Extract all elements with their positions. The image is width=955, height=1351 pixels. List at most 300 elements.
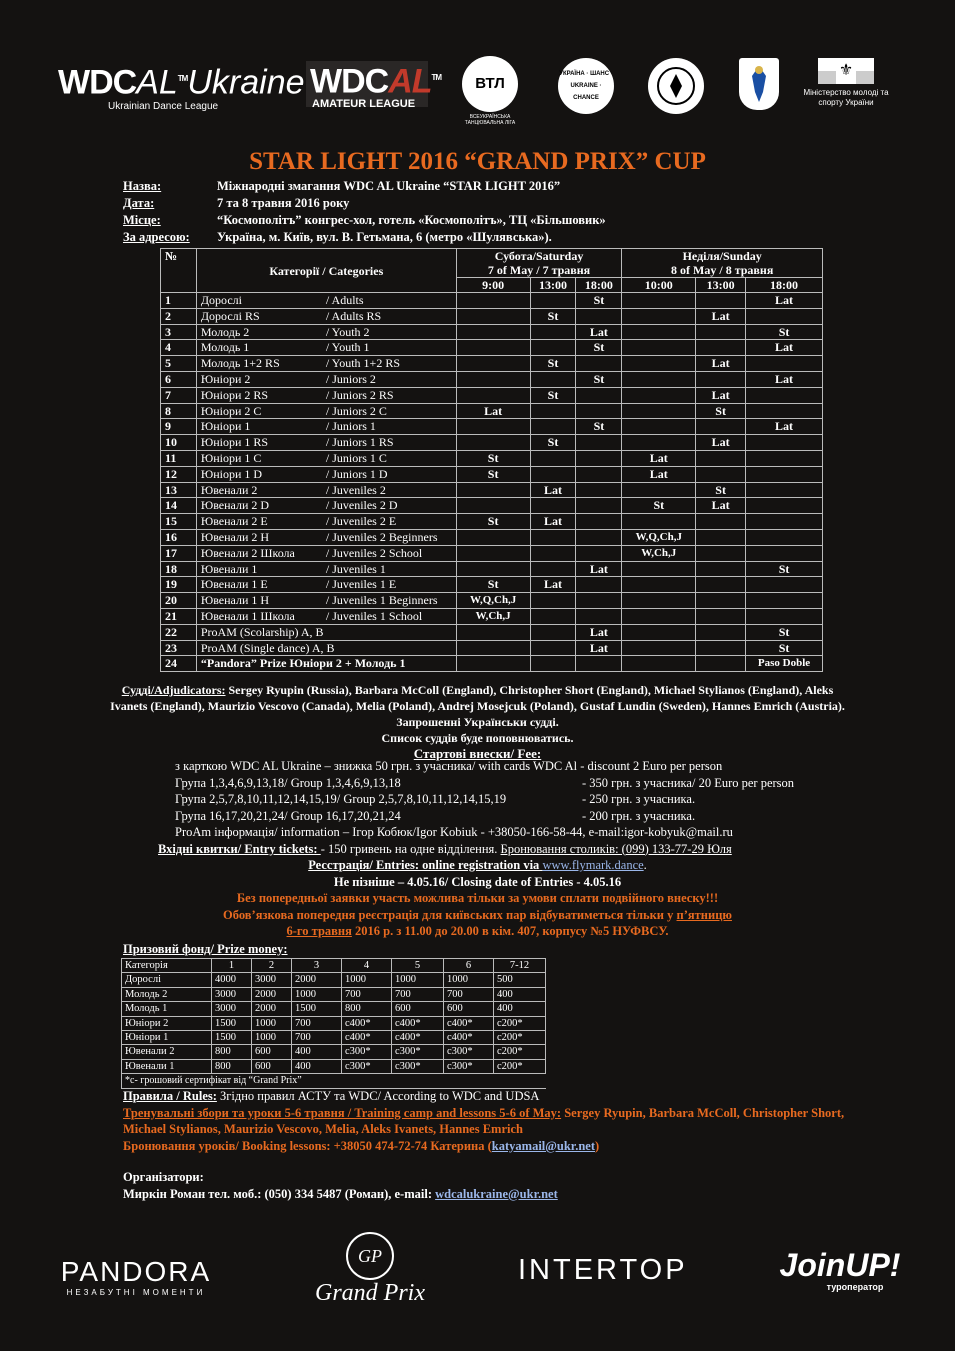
slot-cell: Lat [746, 419, 823, 435]
slot-cell: W,Q,Ch,J [456, 593, 530, 609]
slot-cell [576, 482, 622, 498]
slot-cell: Lat [530, 514, 576, 530]
prize-cell: 400 [494, 1002, 546, 1016]
slot-cell [456, 640, 530, 656]
fees-title: Стартові внески/ Fee: [413, 746, 542, 761]
prize-cell: 500 [494, 973, 546, 987]
row-number: 19 [161, 577, 197, 593]
row-category: Ювенали 2 / Juveniles 2 [196, 482, 456, 498]
slot-cell: St [746, 624, 823, 640]
slot-cell [456, 324, 530, 340]
slot-cell [530, 340, 576, 356]
slot-cell: Lat [530, 577, 576, 593]
row-category: Молодь 1 / Youth 1 [196, 340, 456, 356]
slot-cell [456, 498, 530, 514]
schedule-row [161, 387, 823, 403]
slot-cell [576, 356, 622, 372]
prize-cell: 2000 [292, 973, 342, 987]
slot-cell [746, 387, 823, 403]
schedule-row [161, 419, 823, 435]
slot-cell [530, 450, 576, 466]
slot-cell [530, 419, 576, 435]
saturday-header: Субота/Saturday 7 of May / 7 травня [456, 249, 622, 278]
slot-cell [696, 514, 746, 530]
prize-cell: Ювенали 1 [122, 1059, 212, 1073]
slot-cell [576, 466, 622, 482]
slot-cell [696, 371, 746, 387]
time-header: 13:00 [696, 278, 746, 293]
row-number: 23 [161, 640, 197, 656]
grand-prix-logo: GP Grand Prix [300, 1232, 440, 1307]
prize-cell: 700 [342, 987, 392, 1001]
slot-cell [576, 545, 622, 561]
prize-cell: Ювенали 2 [122, 1045, 212, 1059]
slot-cell: St [530, 435, 576, 451]
slot-cell [530, 640, 576, 656]
schedule-row [161, 435, 823, 451]
prize-cell: 2000 [252, 987, 292, 1001]
slot-cell [622, 656, 696, 672]
prize-cell: c400* [342, 1016, 392, 1030]
slot-cell: St [576, 371, 622, 387]
row-number: 15 [161, 514, 197, 530]
slot-cell [530, 656, 576, 672]
prize-cell: 3000 [252, 973, 292, 987]
slot-cell: W,Ch,J [456, 608, 530, 624]
prize-cell: c200* [494, 1031, 546, 1045]
prize-cell: 600 [252, 1059, 292, 1073]
slot-cell [576, 387, 622, 403]
slot-cell: St [576, 340, 622, 356]
slot-cell [746, 403, 823, 419]
prize-cell: 400 [292, 1059, 342, 1073]
slot-cell [622, 371, 696, 387]
time-header: 18:00 [576, 278, 622, 293]
row-number: 16 [161, 529, 197, 545]
prize-cell: 2 [252, 959, 292, 973]
slot-cell [530, 624, 576, 640]
schedule-row [161, 466, 823, 482]
slot-cell [696, 293, 746, 309]
prize-note: *c- грошовий сертифікат від “Grand Prix” [122, 1074, 546, 1088]
slot-cell: Lat [696, 308, 746, 324]
time-header: 9:00 [456, 278, 530, 293]
slot-cell [622, 324, 696, 340]
row-category: Ювенали 2 D / Juveniles 2 D [196, 498, 456, 514]
slot-cell: W,Ch,J [622, 545, 696, 561]
organizer-email-link[interactable]: wdcalukraine@ukr.net [435, 1186, 558, 1201]
slot-cell [456, 340, 530, 356]
slot-cell [576, 308, 622, 324]
prize-cell: 700 [392, 987, 444, 1001]
row-number: 8 [161, 403, 197, 419]
slot-cell [576, 498, 622, 514]
slot-cell [696, 545, 746, 561]
ministry-logo: ⚜ Міністерство молоді та спорту України [800, 58, 892, 108]
slot-cell [746, 608, 823, 624]
slot-cell [696, 561, 746, 577]
prize-cell: 800 [342, 1002, 392, 1016]
slot-cell [746, 450, 823, 466]
slot-cell [622, 387, 696, 403]
prize-cell: c300* [444, 1045, 494, 1059]
slot-cell [456, 419, 530, 435]
prize-cell: 3 [292, 959, 342, 973]
prize-cell: 1000 [252, 1016, 292, 1030]
slot-cell [576, 514, 622, 530]
schedule-row [161, 403, 823, 419]
schedule-row [161, 577, 823, 593]
slot-cell [622, 608, 696, 624]
slot-cell: Lat [696, 356, 746, 372]
prize-cell: Молодь 2 [122, 987, 212, 1001]
slot-cell [530, 529, 576, 545]
slot-cell [746, 308, 823, 324]
slot-cell: St [456, 466, 530, 482]
slot-cell: St [530, 356, 576, 372]
row-category: Ювенали 1 E / Juveniles 1 E [196, 577, 456, 593]
slot-cell [746, 593, 823, 609]
prize-cell: 800 [212, 1059, 252, 1073]
slot-cell [530, 561, 576, 577]
slot-cell [576, 435, 622, 451]
schedule-row [161, 450, 823, 466]
slot-cell [576, 608, 622, 624]
prize-cell: 700 [292, 1031, 342, 1045]
slot-cell [696, 656, 746, 672]
prize-row [122, 1045, 546, 1059]
schedule-row [161, 324, 823, 340]
row-number: 4 [161, 340, 197, 356]
page-title: STAR LIGHT 2016 “GRAND PRIX” CUP [249, 148, 706, 175]
slot-cell: St [576, 419, 622, 435]
prize-cell: 7-12 [494, 959, 546, 973]
slot-cell: St [530, 308, 576, 324]
slot-cell [746, 482, 823, 498]
slot-cell: Lat [622, 466, 696, 482]
slot-cell: Lat [576, 640, 622, 656]
slot-cell [746, 356, 823, 372]
row-category: Ювенали 1 / Juveniles 1 [196, 561, 456, 577]
prize-cell: 600 [252, 1045, 292, 1059]
slot-cell: St [746, 561, 823, 577]
prize-cell: c200* [494, 1059, 546, 1073]
slot-cell [696, 640, 746, 656]
slot-cell [696, 608, 746, 624]
prize-cell: 1 [212, 959, 252, 973]
prize-cell: c300* [342, 1045, 392, 1059]
prize-row [122, 987, 546, 1001]
row-category: ProAM (Scolarship) A, B [196, 624, 456, 640]
row-number: 7 [161, 387, 197, 403]
row-number: 5 [161, 356, 197, 372]
row-category: Молодь 2 / Youth 2 [196, 324, 456, 340]
prize-cell: c400* [444, 1016, 494, 1030]
slot-cell [696, 577, 746, 593]
vtl-caption: ВСЕУКРАЇНСЬКА ТАНЦЮВАЛЬНА ЛІГА [464, 114, 516, 126]
grand-prix-emblem-icon: GP [346, 1232, 394, 1280]
row-category: Юніори 2 C / Juniors 2 C [196, 403, 456, 419]
slot-cell [696, 624, 746, 640]
vtl-logo: ВТЛ [462, 56, 518, 112]
slot-cell [530, 293, 576, 309]
prize-row [122, 1059, 546, 1073]
slot-cell [530, 608, 576, 624]
prize-cell: c200* [494, 1045, 546, 1059]
slot-cell: St [622, 498, 696, 514]
schedule-row [161, 561, 823, 577]
slot-cell [456, 482, 530, 498]
prize-cell: 1000 [392, 973, 444, 987]
row-category: Юніори 1 / Juniors 1 [196, 419, 456, 435]
slot-cell [622, 624, 696, 640]
pandora-logo: PANDORA НЕЗАБУТНІ МОМЕНТИ [60, 1256, 212, 1297]
slot-cell [696, 529, 746, 545]
slot-cell [622, 514, 696, 530]
prize-cell: c400* [342, 1031, 392, 1045]
row-category: Ювенали 2 E / Juveniles 2 E [196, 514, 456, 530]
prize-cell: 800 [212, 1045, 252, 1059]
prize-cell: 700 [292, 1016, 342, 1030]
prize-cell: 1500 [292, 1002, 342, 1016]
prize-cell: 1000 [444, 973, 494, 987]
prize-cell: 5 [392, 959, 444, 973]
prize-cell: 4000 [212, 973, 252, 987]
prize-cell: c300* [392, 1059, 444, 1073]
slot-cell [696, 340, 746, 356]
prize-cell: 3000 [212, 1002, 252, 1016]
prize-cell: Молодь 1 [122, 1002, 212, 1016]
slot-cell [696, 324, 746, 340]
slot-cell: Lat [746, 371, 823, 387]
row-number: 21 [161, 608, 197, 624]
schedule-row [161, 656, 823, 672]
schedule-row [161, 293, 823, 309]
slot-cell [456, 624, 530, 640]
slot-cell: Lat [576, 324, 622, 340]
slot-cell [576, 403, 622, 419]
schedule-row [161, 640, 823, 656]
slot-cell [530, 371, 576, 387]
fees-section: з карткою WDC AL Ukraine – знижка 50 грн. з учасника/ with cards WDC Al - discount 2 Euro per person Група 1,3,4,6,9,13,18/ Group 1,3,4,6,9,13,18 - 350 грн. з учасника/ 20 Euro per person Група 2,5,7,8,10,11,12,14,15,19/ Group 2,5,7,8,10,11,12,14,15,19 - 250 грн. з учасника. Група 16,17,20,21,24/ Group 16,17,20,21,24 - 200 грн. з учасника. ProAm інформація/ information – Ігор Кобюк/Igor Kobiuk - +38050-166-58-44, e-mail:igor-kobyuk@mail.ru Вхідні квитки/ Entry tickets: - 150 гривень на одне відділення. Бронювання столиків: (099) 133-77-29 Юля Ресстрація/ Entries: online registration via www.flymark.dance. Не пізніше – 4.05.16/ Closing date of Entries - 4.05.16 Без попередньої заявки участь можлива тільки за умови сплати подвійного внеску!!! Обов’язкова попередня реєстрація для київських пар відбуватиметься тільки у п’ятницю 6-го травня 2016 р. з 11.00 до 20.00 в кім. 407, корпусу №5 НУФВСУ. [158, 759, 795, 938]
prize-cell: 6 [444, 959, 494, 973]
slot-cell: St [456, 577, 530, 593]
row-category: Дорослі / Adults [196, 293, 456, 309]
schedule-row [161, 529, 823, 545]
row-number: 1 [161, 293, 197, 309]
row-number: 3 [161, 324, 197, 340]
slot-cell [456, 371, 530, 387]
slot-cell: Lat [530, 482, 576, 498]
prize-cell: 3000 [212, 987, 252, 1001]
ukraine-chance-logo: УКРАЇНА · ШАНС · UKRAINE · CHANCE [558, 58, 614, 114]
prize-cell: 1500 [212, 1031, 252, 1045]
prize-cell: 4 [342, 959, 392, 973]
slot-cell: Lat [696, 435, 746, 451]
slot-cell [456, 656, 530, 672]
slot-cell [622, 419, 696, 435]
slot-cell [622, 340, 696, 356]
schedule-row [161, 608, 823, 624]
booking-email-link[interactable]: katyamail@ukr.net [491, 1138, 595, 1153]
slot-cell [622, 293, 696, 309]
slot-cell [530, 545, 576, 561]
kyiv-coat-of-arms-icon [739, 58, 779, 110]
slot-cell [456, 529, 530, 545]
prize-cell: 2000 [252, 1002, 292, 1016]
slot-cell [622, 308, 696, 324]
slot-cell [746, 435, 823, 451]
row-category: Юніори 1 C / Juniors 1 C [196, 450, 456, 466]
slot-cell: St [746, 324, 823, 340]
slot-cell [456, 387, 530, 403]
slot-cell [696, 419, 746, 435]
slot-cell: Lat [746, 293, 823, 309]
registration-link[interactable]: www.flymark.dance [542, 858, 644, 872]
row-number: 6 [161, 371, 197, 387]
prize-cell: 1000 [342, 973, 392, 987]
row-category: Ювенали 1 Школа / Juveniles 1 School [196, 608, 456, 624]
slot-cell [530, 403, 576, 419]
slot-cell [576, 450, 622, 466]
slot-cell [622, 577, 696, 593]
prize-cell: 1000 [252, 1031, 292, 1045]
prize-cell: Юніори 1 [122, 1031, 212, 1045]
slot-cell: Lat [696, 387, 746, 403]
row-category: Юніори 1 RS / Juniors 1 RS [196, 435, 456, 451]
slot-cell [622, 482, 696, 498]
row-number: 20 [161, 593, 197, 609]
sunday-header: Неділя/Sunday 8 of May / 8 травня [622, 249, 823, 278]
slot-cell [746, 498, 823, 514]
schedule-row [161, 593, 823, 609]
row-number: 14 [161, 498, 197, 514]
row-number: 13 [161, 482, 197, 498]
row-category: ProAM (Single dance) A, B [196, 640, 456, 656]
row-number: 11 [161, 450, 197, 466]
time-header: 10:00 [622, 278, 696, 293]
slot-cell [456, 435, 530, 451]
prize-cell: Юніори 2 [122, 1016, 212, 1030]
prize-cell: c400* [444, 1031, 494, 1045]
slot-cell [746, 514, 823, 530]
prize-row [122, 1031, 546, 1045]
schedule-row [161, 340, 823, 356]
col-num-header: № [161, 249, 197, 293]
slot-cell [622, 640, 696, 656]
prize-row [122, 1002, 546, 1016]
time-header: 18:00 [746, 278, 823, 293]
col-category-header: Категорії / Categories [196, 249, 456, 293]
slot-cell [746, 577, 823, 593]
prize-cell: c300* [392, 1045, 444, 1059]
slot-cell [622, 593, 696, 609]
slot-cell [696, 466, 746, 482]
prize-cell: Дорослі [122, 973, 212, 987]
schedule-row [161, 308, 823, 324]
row-number: 2 [161, 308, 197, 324]
row-category: Молодь 1+2 RS / Youth 1+2 RS [196, 356, 456, 372]
wdcal-amateur-logo: WDCAL™ AMATEUR LEAGUE [306, 61, 428, 107]
slot-cell [456, 308, 530, 324]
row-number: 18 [161, 561, 197, 577]
slot-cell: Lat [622, 450, 696, 466]
row-number: 17 [161, 545, 197, 561]
event-info: Назва: Міжнародні змагання WDC AL Ukraine “STAR LIGHT 2016” Дата: 7 та 8 травня 2016 року Місце: “Космополітъ” конгрес-хол, готель «Космополітъ», ТЦ «Більшовик» За адресою: Україна, м. Київ, вул. В. Гетьмана, 6 (метро «Шулявська»). [123, 179, 606, 244]
prize-cell: 400 [292, 1045, 342, 1059]
slot-cell [530, 498, 576, 514]
joinup-logo: JoinUP! туроператор [779, 1247, 901, 1292]
slot-cell: St [456, 450, 530, 466]
slot-cell: St [576, 293, 622, 309]
row-category: Юніори 1 D / Juniors 1 D [196, 466, 456, 482]
schedule-row [161, 514, 823, 530]
prize-cell: Категорія [122, 959, 212, 973]
row-category: Ювенали 2 H / Juveniles 2 Beginners [196, 529, 456, 545]
schedule-row [161, 624, 823, 640]
prize-row [122, 1016, 546, 1030]
slot-cell: St [530, 387, 576, 403]
slot-cell [456, 545, 530, 561]
row-number: 24 [161, 656, 197, 672]
slot-cell [530, 466, 576, 482]
slot-cell [576, 577, 622, 593]
schedule-row [161, 356, 823, 372]
prize-cell: c400* [392, 1016, 444, 1030]
prize-cell: 600 [392, 1002, 444, 1016]
intertop-logo: INTERTOP [518, 1254, 688, 1286]
slot-cell [456, 293, 530, 309]
slot-cell: W,Q,Ch,J [622, 529, 696, 545]
judges-section: Судді/Adjudicators: Sergey Ryupin (Russia), Barbara McColl (England), Christopher Short (England), Michael Stylianos (England), Aleks Ivanets (England), Maurizio Vescovo (Canada), Melia (Poland), Andrej Mosejcuk (Poland), Gustaf Lundin (Sweden), Hannes Emrich (Austria). Запрошенні Українськи судді. Список суддів буде поповнюватись. Стартові внески/ Fee: [110, 683, 845, 761]
slot-cell [530, 324, 576, 340]
prize-cell: 1500 [212, 1016, 252, 1030]
prize-cell: 400 [494, 987, 546, 1001]
row-number: 9 [161, 419, 197, 435]
slot-cell: St [696, 403, 746, 419]
schedule-table [160, 248, 823, 672]
prize-cell: 1000 [292, 987, 342, 1001]
prize-title: Призовий фонд/ Prize money: [123, 942, 288, 956]
row-category: Ювенали 1 H / Juveniles 1 Beginners [196, 593, 456, 609]
slot-cell [746, 529, 823, 545]
row-number: 22 [161, 624, 197, 640]
schedule-row [161, 498, 823, 514]
schedule-row [161, 371, 823, 387]
slot-cell [746, 545, 823, 561]
slot-cell [622, 403, 696, 419]
prize-table [121, 958, 546, 1089]
slot-cell [746, 466, 823, 482]
prize-row [122, 959, 546, 973]
slot-cell: Lat [576, 561, 622, 577]
slot-cell [622, 356, 696, 372]
slot-cell: St [746, 640, 823, 656]
row-category: Ювенали 2 Школа / Juveniles 2 School [196, 545, 456, 561]
slot-cell [696, 593, 746, 609]
row-category: Юніори 2 / Juniors 2 [196, 371, 456, 387]
slot-cell [456, 356, 530, 372]
federation-emblem-icon [648, 58, 704, 114]
schedule-row [161, 482, 823, 498]
slot-cell [576, 529, 622, 545]
prize-cell: c200* [494, 1016, 546, 1030]
slot-cell [622, 435, 696, 451]
slot-cell [696, 450, 746, 466]
slot-cell [456, 561, 530, 577]
slot-cell: Lat [456, 403, 530, 419]
slot-cell: Paso Doble [746, 656, 823, 672]
